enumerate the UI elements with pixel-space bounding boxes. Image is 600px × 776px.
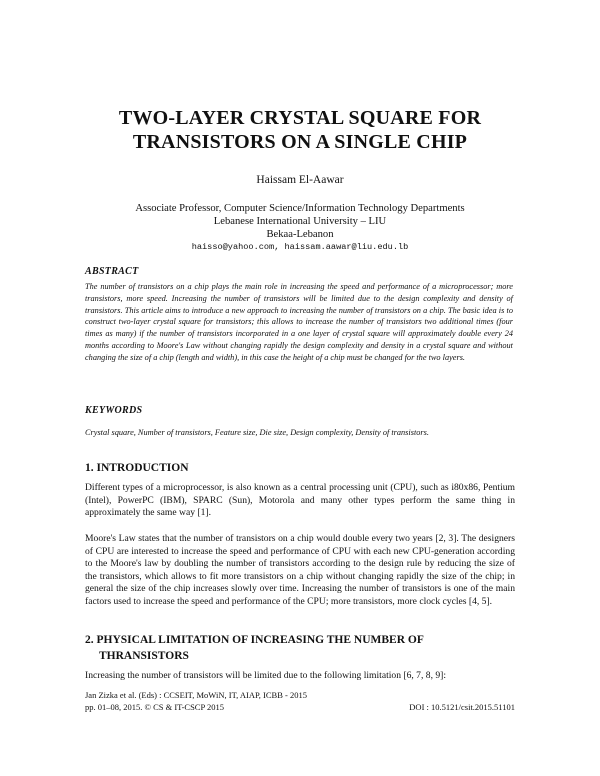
footer-proceedings: Jan Zizka et al. (Eds) : CCSEIT, MoWiN, IT, AIAP, ICBB - 2015 xyxy=(85,690,307,700)
affiliation xyxy=(60,202,540,254)
section-2-heading-line-1: 2. PHYSICAL LIMITATION OF INCREASING THE NUMBER OF xyxy=(85,634,424,646)
footer-row xyxy=(85,702,515,714)
affiliation-line-2: Lebanese International University – LIU xyxy=(213,216,387,227)
section-1-paragraph-1: Different types of a microprocessor, is also known as a central processing unit (CPU), such as i80x86, Pentium (Intel), PowerPC (IBM), SPARC (Sun), Motorola and many other types perform the same thing in approximately the same way [1]. xyxy=(85,482,515,519)
author-email: haisso@yahoo.com, haissam.aawar@liu.edu.lb xyxy=(191,242,409,252)
keywords-text: Crystal square, Number of transistors, Feature size, Die size, Design complexity, Density of transistors. xyxy=(85,428,429,437)
section-2-heading-line-2: THRANSISTORS xyxy=(99,650,189,662)
section-1-heading: 1. INTRODUCTION xyxy=(85,462,189,474)
footer-doi: DOI : 10.5121/csit.2015.51101 xyxy=(409,701,515,712)
abstract-heading: ABSTRACT xyxy=(85,266,139,277)
title-line-2: TRANSISTORS ON A SINGLE CHIP xyxy=(132,131,468,153)
title-line-1: TWO-LAYER CRYSTAL SQUARE FOR xyxy=(118,107,482,129)
paper-title xyxy=(60,106,540,154)
author-name: Haissam El-Aawar xyxy=(256,174,344,186)
section-2-paragraph-1: Increasing the number of transistors will be limited due to the following limitation [6, 7, 8, 9]: xyxy=(85,670,447,681)
section-1-paragraph-2: Moore's Law states that the number of transistors on a chip would double every two years [2, 3]. The designers of CPU are interested to increase the speed and performance of CPU with each new CPU-generation according to the Moore's law by doubling the number of transistors according to the design rule by reducing the size of the transistors, which allows to fit more transistors on a chip without changing rapidly the size of the chip; in general the size of the chip increases slowly over time. Increasing the number of transistors is one of the main factors used to increase the speed and performance of the CPU; more transistors, more clock cycles [4, 5]. xyxy=(85,533,515,607)
affiliation-line-3: Bekaa-Lebanon xyxy=(266,229,334,240)
footer-pages: pp. 01–08, 2015. © CS & IT-CSCP 2015 xyxy=(85,701,225,712)
affiliation-line-1: Associate Professor, Computer Science/Information Technology Departments xyxy=(135,203,465,214)
abstract-text: The number of transistors on a chip plays the main role in increasing the speed and performance of a microprocessor; more transistors, more speed. Increasing the number of transistors will be limited due to the design complexity and density of transistors. This article aims to introduce a new approach to increasing the number of transistors on a chip. The basic idea is to construct two-layer crystal square for transistors; this allows to increase the number of transistors two additional times (four times as many) if the number of transistors incorporated in a one layer of crystal square will approximately double every 24 months according to Moore's Law without changing rapidly the design complexity and density in a crystal square and without changing the size of a chip (length and width), in this case the height of a chip must be changed for the two layers. xyxy=(85,282,513,362)
keywords-heading: KEYWORDS xyxy=(85,405,143,416)
section-2-heading xyxy=(85,632,515,664)
page-footer xyxy=(85,690,515,713)
